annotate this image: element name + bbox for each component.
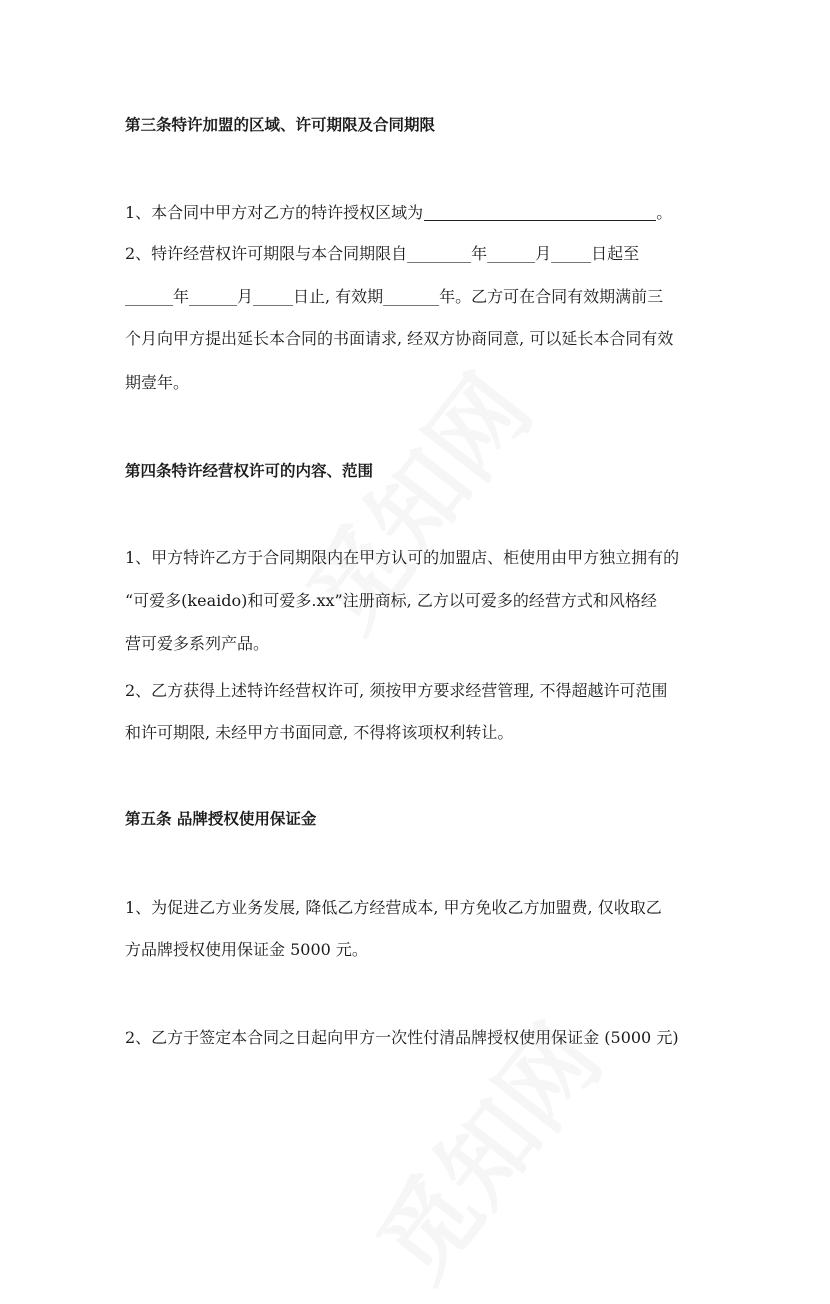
section-4-paragraph-2-line: 和许可期限, 未经甲方书面同意, 不得将该项权利转让。: [125, 723, 514, 742]
section-4-heading: 第四条特许经营权许可的内容、范围: [125, 461, 374, 480]
section-3-heading: 第三条特许加盟的区域、许可期限及合同期限: [125, 115, 436, 134]
region-blank-field: [424, 204, 656, 221]
section-3-paragraph-2-line: 2、特许经营权许可期限与本合同期限自________年______月_____日起至: [125, 244, 640, 263]
section-3-paragraph-2-line: 期壹年。: [125, 373, 190, 392]
paragraph-text: 1、本合同中甲方对乙方的特许授权区域为: [125, 203, 424, 222]
section-5-heading: 第五条 品牌授权使用保证金: [125, 809, 317, 828]
section-4-paragraph-1-line: 1、甲方特许乙方于合同期限内在甲方认可的加盟店、柜使用由甲方独立拥有的: [125, 548, 680, 567]
section-4-paragraph-1-line: 营可爱多系列产品。: [125, 634, 270, 653]
section-3-paragraph-2-line: 个月向甲方提出延长本合同的书面请求, 经双方协商同意, 可以延长本合同有效: [125, 329, 674, 348]
section-3-paragraph-2-line: ______年______月_____日止, 有效期_______年。乙方可在合同有效期满前三: [125, 287, 664, 306]
section-3-paragraph-1: [125, 203, 715, 223]
paragraph-text: 。: [656, 203, 673, 222]
section-4-paragraph-1-line: “可爱多(keaido)和可爱多.xx”注册商标, 乙方以可爱多的经营方式和风格经: [125, 591, 657, 610]
section-4-paragraph-2-line: 2、乙方获得上述特许经营权许可, 须按甲方要求经营管理, 不得超越许可范围: [125, 681, 668, 700]
section-5-paragraph-1-line: 方品牌授权使用保证金 5000 元。: [125, 940, 368, 959]
section-5-paragraph-1-line: 1、为促进乙方业务发展, 降低乙方经营成本, 甲方免收乙方加盟费, 仅收取乙: [125, 898, 662, 917]
section-5-paragraph-2-line: 2、乙方于签定本合同之日起向甲方一次性付清品牌授权使用保证金 (5000 元): [125, 1028, 679, 1047]
